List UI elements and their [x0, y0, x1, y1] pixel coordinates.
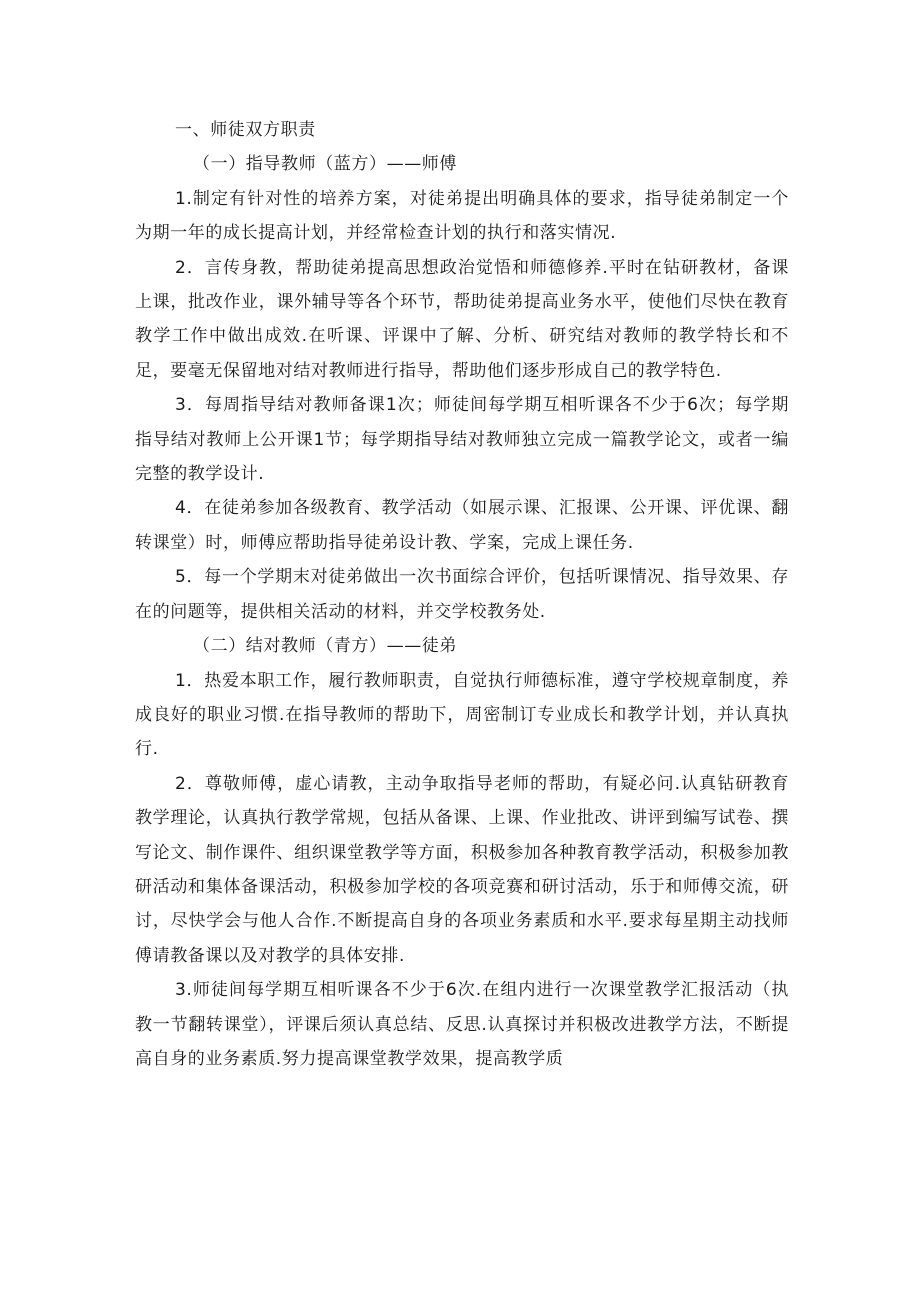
section-heading: 一、师徒双方职责: [175, 120, 316, 140]
mentee-item-1: 1．热爱本职工作，履行教师职责，自觉执行师德标准，遵守学校规章制度，养成良好的职业习惯.在指导教师的帮助下，周密制订专业成长和教学计划，并认真执行.: [135, 670, 789, 760]
mentor-item-3: 3．每周指导结对教师备课1次；师徒间每学期互相听课各不少于6次；每学期指导结对教师上公开课1节；每学期指导结对教师独立完成一篇教学论文，或者一编完整的教学设计.: [135, 395, 789, 485]
mentor-item-5: 5．每一个学期末对徒弟做出一次书面综合评价，包括听课情况、指导效果、存在的问题等，提供相关活动的材料，并交学校教务处.: [135, 567, 789, 622]
mentee-item-3: 3.师徒间每学期互相听课各不少于6次.在组内进行一次课堂教学汇报活动（执教一节翻转课堂），评课后须认真总结、反思.认真探讨并积极改进教学方法，不断提高自身的业务素质.努力提高课堂教学效果，提高教学质: [135, 980, 789, 1069]
mentee-item-2: 2．尊敬师傅，虚心请教，主动争取指导老师的帮助，有疑必问.认真钻研教育教学理论，认真执行教学常规，包括从备课、上课、作业批改、讲评到编写试卷、撰写论文、制作课件、组织课堂教学等方面，积极参加各种教育教学活动，积极参加教研活动和集体备课活动，积极参加学校的各项竞赛和研讨活动，乐于和师傅交流，研讨，尽快学会与他人合作.不断提高自身的各项业务素质和水平.要求每星期主动找师傅请教备课以及对教学的具体安排.: [135, 773, 789, 966]
mentor-item-1: 1.制定有针对性的培养方案，对徒弟提出明确具体的要求，指导徒弟制定一个为期一年的成长提高计划，并经常检查计划的执行和落实情况.: [135, 188, 789, 244]
mentor-item-2: 2．言传身教，帮助徒弟提高思想政治觉悟和师德修养.平时在钻研教材，备课上课，批改作业，课外辅导等各个环节，帮助徒弟提高业务水平，使他们尽快在教育教学工作中做出成效.在听课、评课中了解、分析、研究结对教师的教学特长和不足，要毫无保留地对结对教师进行指导，帮助他们逐步形成自己的教学特色.: [135, 257, 789, 381]
mentor-heading: （一）指导教师（蓝方）——师傅: [193, 154, 457, 175]
document-body: [135, 113, 789, 1076]
mentor-item-4: 4．在徒弟参加各级教育、教学活动（如展示课、汇报课、公开课、评优课、翻转课堂）时，师傅应帮助指导徒弟设计教、学案，完成上课任务.: [135, 498, 789, 553]
mentee-heading: （二）结对教师（青方）——徒弟: [193, 636, 457, 657]
